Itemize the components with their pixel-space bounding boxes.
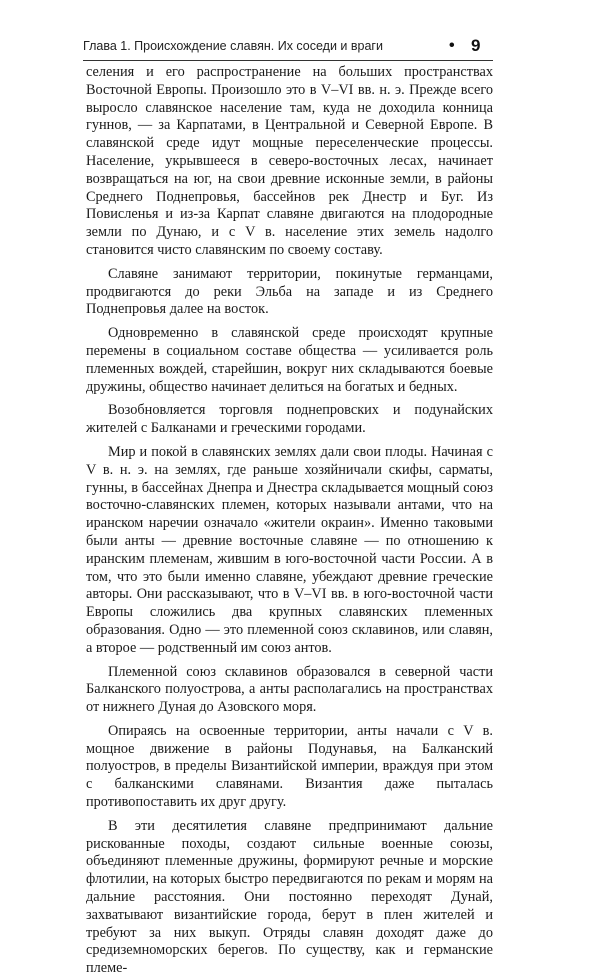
bullet-separator: • [449,37,455,54]
body-text [86,64,493,978]
paragraph: Славяне занимают территории, покинутые германцами, продвигаются до реки Эльба на западе и из Среднего Поднепровья далее на восток. [86,265,493,318]
paragraph: Возобновляется торговля поднепровских и подунайских жителей с Балканами и греческими городами. [86,402,493,437]
running-header [83,37,493,57]
paragraph-continuation: селения и его распространение на больших пространствах Восточной Европы. Произошло это в V–VI вв. н. э. Прежде всего выросло славянское население там, куда не доходила конница гуннов, — за Карпатами, в Центральной и Северной Европе. В славянской среде идут мощные переселенческие процессы. Население, укрывшееся в северо-восточных лесах, начинает возвращаться на юг, на свои древние исконные земли, в районы Среднего Поднепровья, бассейнов рек Днестр и Буг. Из Повисленья и из-за Карпат славяне двигаются на плодородные земли по Дунаю, и с V в. население этих земель надолго становится чисто славянским по своему составу. [86,64,493,258]
paragraph: В эти десятилетия славяне предпринимают дальние рискованные походы, создают сильные военные союзы, объединяют племенные дружины, формируют речные и морские флотилии, на которых быстро передвигаются по рекам и морям на дальние расстояния. Они постоянно переходят Дунай, захватывают византийские города, берут в плен жителей и требуют за них выкуп. Отряды славян доходят даже до средиземноморских берегов. По существу, как и германские племе- [86,817,493,977]
header-rule [83,60,493,61]
paragraph: Опираясь на освоенные территории, анты начали с V в. мощное движение в районы Подунавья, на Балканский полуостров, в пределы Византийской империи, враждуя при этом с балканскими славянами. Византия даже пыталась противопоставить их друг другу. [86,722,493,811]
paragraph: Мир и покой в славянских землях дали свои плоды. Начиная с V в. н. э. на землях, где раньше хозяйничали скифы, сарматы, гунны, в бассейнах Днепра и Днестра складывается мощный союз восточно-славянских племен, которых называли антами, что на иранском наречии означало «жители окраин». Именно таковыми были анты — древние восточные славяне — по отношению к иранским племенам, жившим в юго-восточной части России. А в том, что это были именно славяне, убеждают древние греческие авторы. Они рассказывают, что в V–VI вв. в юго-восточной части Европы сложились два крупных славянских племенных образования. Одно — это племенной союз склавинов, или славян, а второе — родственный им союз антов. [86,443,493,656]
page-number: 9 [471,36,481,55]
paragraph: Племенной союз склавинов образовался в северной части Балканского полуострова, а анты располагались на пространствах от нижнего Дуная до Азовского моря. [86,663,493,716]
chapter-title: Глава 1. Происхождение славян. Их соседи и враги [83,39,383,53]
paragraph: Одновременно в славянской среде происходят крупные перемены в социальном составе общества — усиливается роль племенных вождей, старейшин, вокруг них складываются боевые дружины, общество начинает делиться на богатых и бедных. [86,325,493,395]
